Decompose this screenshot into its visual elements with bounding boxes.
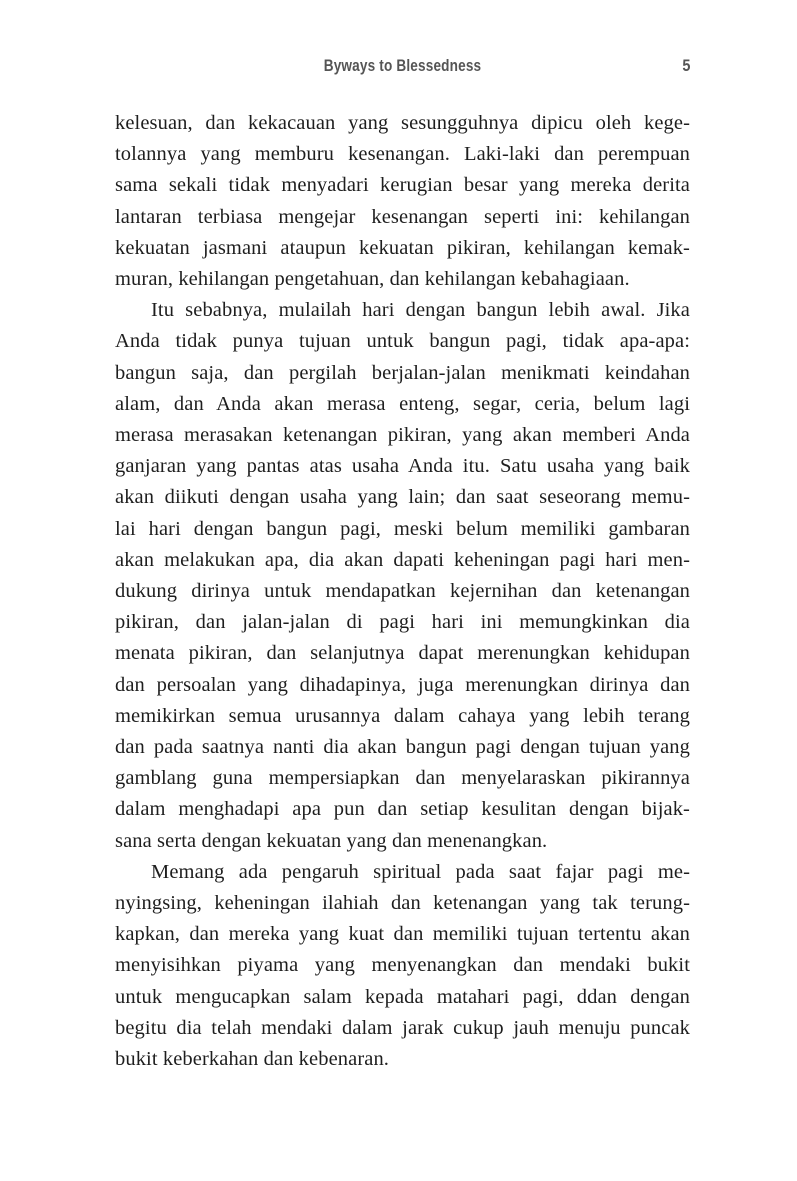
text-line: menyisihkan piyama yang menyenangkan dan mendaki bukit	[115, 954, 690, 977]
text-line: dukung dirinya untuk mendapatkan kejernihan dan ketenangan	[115, 580, 690, 603]
text-line: pikiran, dan jalan-jalan di pagi hari ini memungkinkan dia	[115, 611, 690, 634]
text-line: untuk mengucapkan salam kepada matahari pagi, ddan dengan	[115, 985, 690, 1008]
text-line: tolannya yang memburu kesenangan. Laki-laki dan perempuan	[115, 143, 690, 166]
text-line: lai hari dengan bangun pagi, meski belum memiliki gambaran	[115, 517, 690, 540]
text-line: kelesuan, dan kekacauan yang sesungguhnya dipicu oleh kege-	[115, 112, 690, 134]
text-line: bukit keberkahan dan kebenaran.	[115, 1048, 390, 1071]
text-line: lantaran terbiasa mengejar kesenangan seperti ini: kehilangan	[115, 205, 690, 228]
text-line: muran, kehilangan pengetahuan, dan kehilangan kebahagiaan.	[115, 268, 630, 291]
text-line: sana serta dengan kekuatan yang dan menenangkan.	[115, 829, 548, 852]
text-line: ganjaran yang pantas atas usaha Anda itu. Satu usaha yang baik	[115, 455, 690, 478]
text-line: Anda tidak punya tujuan untuk bangun pagi, tidak apa-apa:	[115, 330, 690, 353]
text-line: menata pikiran, dan selanjutnya dapat merenungkan kehidupan	[115, 642, 690, 665]
text-line: gamblang guna mempersiapkan dan menyelaraskan pikirannya	[115, 767, 690, 790]
text-line: begitu dia telah mendaki dalam jarak cukup jauh menuju puncak	[115, 1016, 690, 1039]
paragraph	[115, 108, 690, 295]
running-title: Byways to Blessedness	[323, 56, 482, 75]
body-text	[115, 108, 690, 1075]
page-number: 5	[681, 56, 690, 75]
text-line: bangun saja, dan pergilah berjalan-jalan menikmati keindahan	[115, 361, 690, 384]
text-line: alam, dan Anda akan merasa enteng, segar, ceria, belum lagi	[115, 392, 690, 415]
text-line: akan diikuti dengan usaha yang lain; dan saat seseorang memu-	[115, 486, 690, 509]
paragraph	[115, 857, 690, 1075]
text-line: nyingsing, keheningan ilahiah dan ketenangan yang tak terung-	[115, 892, 690, 915]
text-line: Memang ada pengaruh spiritual pada saat fajar pagi me-	[151, 860, 690, 883]
text-line: akan melakukan apa, dia akan dapati keheningan pagi hari men-	[115, 548, 690, 571]
text-line: memikirkan semua urusannya dalam cahaya yang lebih terang	[115, 704, 690, 727]
text-line: sama sekali tidak menyadari kerugian besar yang mereka derita	[115, 174, 690, 197]
running-head	[115, 56, 690, 78]
text-line: merasa merasakan ketenangan pikiran, yang akan memberi Anda	[115, 424, 690, 447]
text-line: kapkan, dan mereka yang kuat dan memiliki tujuan tertentu akan	[115, 923, 690, 946]
text-line: dan persoalan yang dihadapinya, juga merenungkan dirinya dan	[115, 673, 690, 696]
text-line: kekuatan jasmani ataupun kekuatan pikiran, kehilangan kemak-	[115, 236, 690, 259]
text-line: Itu sebabnya, mulailah hari dengan bangun lebih awal. Jika	[151, 299, 690, 322]
paragraph	[115, 295, 690, 857]
text-line: dan pada saatnya nanti dia akan bangun pagi dengan tujuan yang	[115, 736, 690, 759]
text-line: dalam menghadapi apa pun dan setiap kesulitan dengan bijak-	[115, 798, 690, 821]
